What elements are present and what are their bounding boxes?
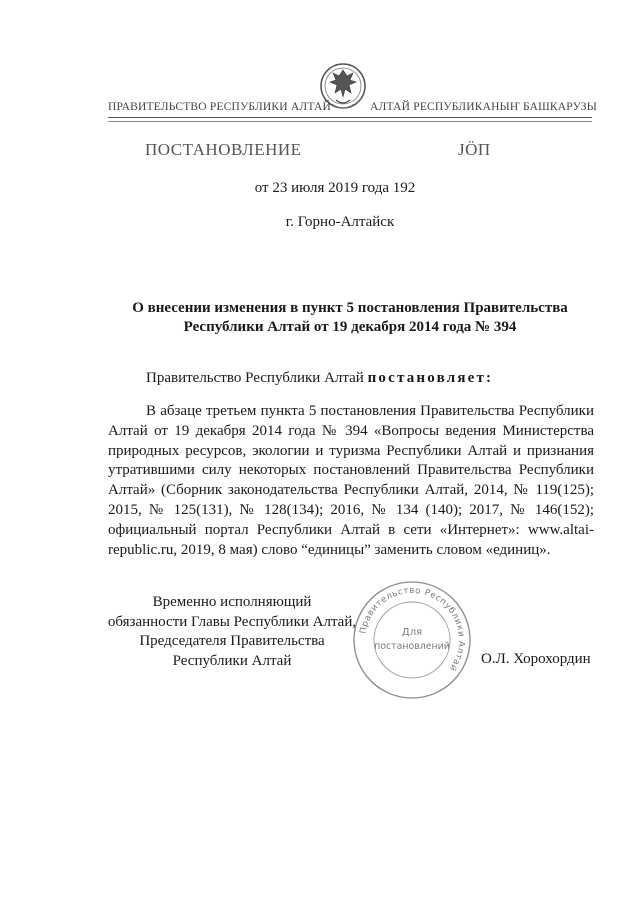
body-paragraph-text: В абзаце третьем пункта 5 постановления Правительства Республики Алтай от 19 декабря 2014 года № 394 «Вопросы ведения Министерства природных ресурсов, экологии и туризма Республики Алтай и признания утратившими силу некоторых постановлений Правительства Республики Алтай» (Сборник законодательства Республики Алтай, 2014, № 119(125); 2015, № 125(131), № 128(134); 2016, № 134 (140); 2017, № 146(152); официальный портал Республики Алтай в сети «Интернет»: www.altai-republic.ru, 2019, 8 мая) слово “единицы” заменить словом «единиц». xyxy=(108,403,594,558)
document-date: от 23 июля 2019 года 192 xyxy=(254,180,416,196)
official-stamp xyxy=(350,578,474,702)
date-line xyxy=(0,180,640,197)
signatory-line-1: Временно исполняющий xyxy=(152,594,312,610)
document-title xyxy=(108,299,592,337)
header-rule-thin xyxy=(108,121,592,122)
doc-type-alt: JӦП xyxy=(458,140,491,159)
stamp-ring-text: Правительство Республики Алтай xyxy=(358,585,467,673)
title-line-1: О внесении изменения в пункт 5 постановления Правительства xyxy=(132,300,568,316)
government-name-ru: ПРАВИТЕЛЬСТВО РЕСПУБЛИКИ АЛТАЙ xyxy=(108,101,332,113)
government-name-alt: АЛТАЙ РЕСПУБЛИКАНЫҤ БАШКАРУЗЫ xyxy=(370,101,597,113)
signatory-line-2: обязанности Главы Республики Алтай, xyxy=(107,613,357,630)
doc-type-ru: ПОСТАНОВЛЕНИЕ xyxy=(145,140,302,159)
title-line-2: Республики Алтай от 19 декабря 2014 года № 394 xyxy=(183,319,517,335)
body-paragraph xyxy=(108,402,594,560)
signatory-line-4: Республики Алтай xyxy=(172,652,292,669)
city-line xyxy=(0,214,640,231)
document-city: г. Горно-Алтайск xyxy=(285,214,395,230)
header-rule xyxy=(108,117,592,118)
signatory-name: О.Л. Хорохордин xyxy=(481,651,591,667)
stamp-outer-ring xyxy=(354,582,470,698)
signatory-line-3: Председателя Правительства xyxy=(139,633,325,650)
stamp-center-line-2: постановлений xyxy=(374,641,450,652)
preamble xyxy=(146,370,596,387)
stamp-inner-ring xyxy=(374,602,450,678)
signatory-title xyxy=(100,593,364,671)
preamble-verb: постановляет: xyxy=(367,370,494,386)
stamp-center-line-1: Для xyxy=(401,627,423,638)
preamble-lead: Правительство Республики Алтай xyxy=(146,370,368,386)
